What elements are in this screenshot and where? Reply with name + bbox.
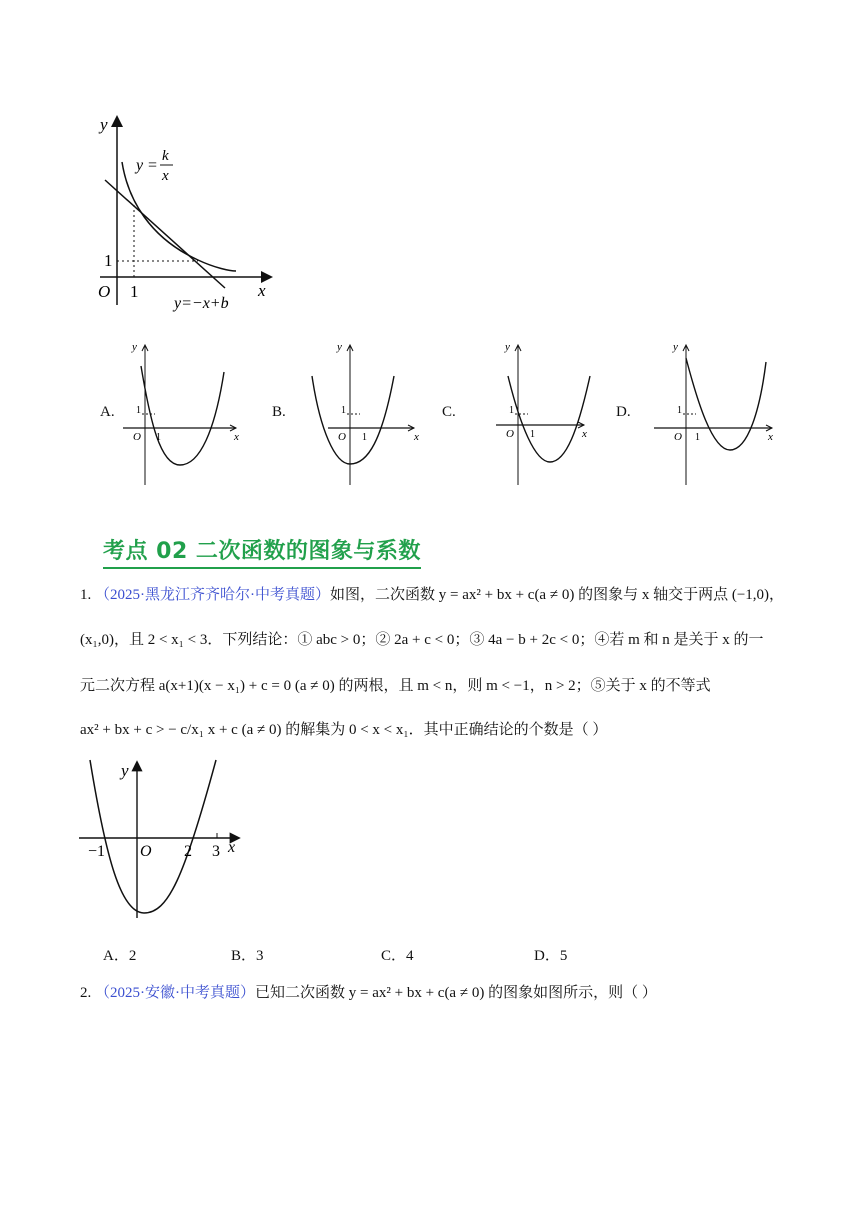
curve-label-num: k [162,148,169,164]
choice-parabola [686,358,766,450]
choice-letter-b[interactable]: B. [272,404,286,420]
q1-line1 [80,585,784,605]
choice-y-arrow [142,345,148,351]
section-title: 考点 02 二次函数的图象与系数 [103,534,421,569]
choice-y-arrow [347,345,353,351]
hyperbola-curve [122,162,236,271]
choice-origin-label: O [133,431,141,443]
x-axis-label: x [258,281,266,300]
q1-line2: (x₁,0)，且 2 < x₁ < 3．下列结论：① abc > 0；② 2a + c < 0；③ 4a − b + 2c < 0；④若 m 和 n 是关于 x 的一 [80,632,764,648]
choice-letter-a[interactable]: A. [100,404,115,420]
q1-line3: 元二次方程 a(x+1)(x − x₁) + c = 0 (a ≠ 0) 的两根，且 m < n，则 m < −1，n > 2；⑤关于 x 的不等式 [80,678,711,694]
tick-x-label: 1 [130,282,139,301]
choice-y-arrow [515,345,521,351]
choice-one-x-label: 1 [530,429,535,440]
choice-one-y-label: 1 [341,405,346,416]
curve-label-den: x [162,168,169,184]
choice-letter-d[interactable]: D. [616,404,631,420]
choice-x-label: x [768,431,773,443]
choice-x-label: x [234,431,239,443]
q1-tick-m1: −1 [88,843,106,860]
q1-tick-2: 2 [184,843,192,860]
choice-letter-c[interactable]: C. [442,404,456,420]
choice-x-arrow [766,425,772,431]
q1-option-b[interactable]: B．3 [231,948,264,964]
choice-origin-label: O [338,431,346,443]
q1-figure [76,758,246,923]
choice-one-x-label: 1 [362,432,367,443]
q1-source: （2025·黑龙江齐齐哈尔·中考真题） [95,587,330,603]
choice-parabola [141,366,224,465]
line-curve [105,180,225,288]
choice-origin-label: O [674,431,682,443]
q1-text-line1: 如图，二次函数 y = ax² + bx + c(a ≠ 0) 的图象与 x 轴交于两点 (−1,0)， [330,587,785,603]
choice-x-label: x [582,428,587,440]
choice-y-label: y [337,341,342,353]
q1-tick-3: 3 [212,843,220,860]
choice-one-y-label: 1 [509,405,514,416]
origin-label: O [98,282,111,301]
choice-one-x-label: 1 [695,432,700,443]
choice-one-y-label: 1 [677,405,682,416]
q2-number: 2. [80,985,92,1001]
q1-line4: ax² + bx + c > − c/x₁ x + c (a ≠ 0) 的解集为 0 < x < x₁．其中正确结论的个数是（ ） [80,722,608,738]
tick-y-label: 1 [104,251,113,270]
choice-x-arrow [578,422,584,428]
choice-one-y-label: 1 [136,405,141,416]
choice-origin-label: O [506,428,514,440]
q2-text: 已知二次函数 y = ax² + bx + c(a ≠ 0) 的图象如图所示，则（ ） [255,985,657,1001]
choice-x-arrow [230,425,236,431]
y-axis-label: y [100,115,108,134]
choice-parabola [508,376,590,462]
choice-y-label: y [673,341,678,353]
choice-y-arrow [683,345,689,351]
curve-label-y: y [136,157,144,174]
q1-parabola [90,760,216,913]
q1-option-a[interactable]: A．2 [103,948,137,964]
q1-option-c[interactable]: C．4 [381,948,414,964]
q1-option-d[interactable]: D．5 [534,948,568,964]
q1-x-label: x [228,839,236,856]
choice-parabola [312,376,394,464]
top-figure [80,110,300,320]
choice-y-label: y [132,341,137,353]
choice-x-arrow [408,425,414,431]
choice-x-label: x [414,431,419,443]
q2-source: （2025·安徽·中考真题） [95,985,255,1001]
curve-label-eq: = [148,157,158,174]
choice-y-label: y [505,341,510,353]
q2-line [80,983,657,1003]
choice-one-x-label: 1 [156,432,161,443]
line-label: y=−x+b [174,295,229,312]
q1-number: 1. [80,587,92,603]
q1-origin-label: O [140,843,152,860]
q1-y-label: y [121,761,129,780]
